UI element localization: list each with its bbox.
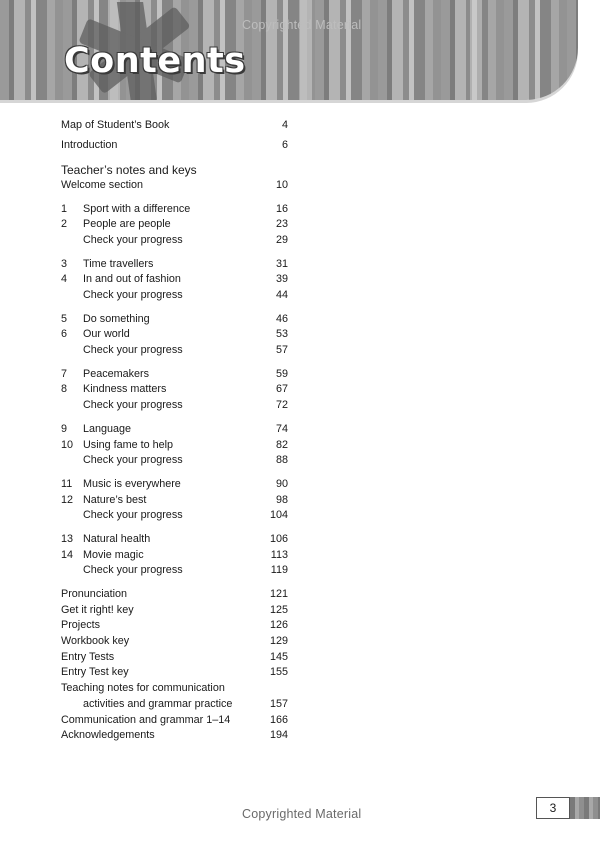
toc-entry-title: Welcome section (61, 178, 144, 191)
toc-entry-title: Check your progress (83, 454, 183, 467)
toc-entry[interactable] (61, 178, 288, 194)
toc-entry[interactable] (61, 618, 288, 634)
toc-entry[interactable] (61, 493, 288, 509)
unit-number: 9 (61, 422, 68, 435)
toc-entry[interactable] (61, 587, 288, 603)
toc-entry-page: 155 (269, 666, 288, 679)
toc-entry[interactable] (61, 532, 288, 548)
toc-entry-title: Music is everywhere (83, 477, 181, 490)
toc-entry[interactable] (61, 343, 288, 359)
toc-entry-page: 53 (275, 328, 288, 341)
toc-entry-title: Sport with a difference (83, 202, 191, 215)
toc-entry[interactable] (61, 438, 288, 454)
toc-entry[interactable] (61, 477, 288, 493)
page-number: 3 (536, 797, 570, 819)
toc-entry-title: Check your progress (83, 564, 183, 577)
toc-entry-page: 113 (270, 548, 288, 561)
toc-entry-title: Do something (83, 312, 150, 325)
toc-entry-page: 29 (275, 233, 288, 246)
toc-entry-page: 31 (275, 257, 288, 270)
toc-entry-page: 72 (275, 399, 288, 412)
toc-entry-title: activities and grammar practice (83, 697, 233, 710)
back-matter-2 (61, 713, 288, 744)
unit-number: 10 (61, 438, 74, 451)
toc-entry-title: Workbook key (61, 635, 130, 648)
toc-entry[interactable] (61, 398, 288, 414)
toc-entry-page: 125 (269, 603, 288, 616)
toc-entry[interactable] (61, 272, 288, 288)
toc-entry-page: 98 (275, 493, 288, 506)
toc-entry-title: Communication and grammar 1–14 (61, 713, 231, 726)
toc-entry-page: 166 (269, 713, 288, 726)
unit-group (61, 202, 288, 249)
toc-entry-title: Kindness matters (83, 383, 167, 396)
watermark-bottom: Copyrighted Material (242, 807, 362, 821)
toc-entry-title: Nature’s best (83, 493, 147, 506)
toc-entry-page: 57 (275, 344, 288, 357)
toc-entry-title: Check your progress (83, 509, 183, 522)
toc-entry-page: 44 (275, 289, 288, 301)
contents-list (61, 118, 288, 744)
unit-number: 3 (61, 257, 68, 270)
toc-entry[interactable] (61, 367, 288, 383)
toc-entry[interactable] (61, 202, 288, 218)
toc-entry-title: Check your progress (83, 289, 183, 301)
unit-number: 12 (61, 493, 74, 506)
toc-entry[interactable] (61, 217, 288, 233)
toc-entry-title: Language (83, 422, 132, 435)
toc-entry[interactable] (61, 312, 288, 328)
toc-entry-page: 157 (269, 697, 288, 710)
toc-entry[interactable] (61, 681, 288, 697)
toc-entry[interactable] (61, 713, 288, 729)
unit-number: 4 (61, 273, 68, 286)
back-matter (61, 587, 288, 681)
toc-entry-title: Time travellers (83, 257, 154, 270)
toc-entry-page: 82 (275, 438, 288, 451)
toc-entry-page: 10 (275, 178, 288, 191)
toc-entry-title: Map of Student’s Book (61, 119, 170, 131)
toc-entry-page: 126 (269, 619, 288, 632)
toc-entry-page: 90 (275, 477, 288, 490)
toc-entry-page: 39 (275, 273, 288, 286)
toc-entry-title: People are people (83, 218, 171, 231)
toc-entry-page: 106 (269, 532, 288, 545)
watermark-top: Copyrighted Material (242, 18, 362, 32)
toc-entry-title: Check your progress (83, 344, 183, 357)
unit-group (61, 422, 288, 469)
toc-entry-title: Get it right! key (61, 603, 134, 616)
unit-number: 5 (61, 312, 68, 325)
toc-entry[interactable] (61, 118, 288, 134)
toc-entry-page: 104 (269, 509, 288, 522)
toc-entry[interactable] (61, 327, 288, 343)
unit-group (61, 532, 288, 579)
unit-number: 2 (61, 218, 68, 231)
toc-entry[interactable] (61, 453, 288, 469)
toc-entry-page: 145 (269, 650, 288, 663)
toc-entry-title: Projects (61, 619, 101, 632)
toc-entry-title: Teaching notes for communication (61, 682, 225, 695)
toc-entry[interactable] (61, 233, 288, 249)
toc-entry-title: Acknowledgements (61, 729, 155, 742)
toc-entry[interactable] (61, 634, 288, 650)
toc-entry-title: Pronunciation (61, 588, 128, 600)
toc-entry-title: Check your progress (83, 233, 183, 246)
toc-entry[interactable] (61, 508, 288, 524)
toc-entry-title: Our world (83, 328, 130, 341)
unit-number: 14 (61, 548, 74, 561)
unit-group (61, 367, 288, 414)
toc-entry[interactable] (61, 422, 288, 438)
toc-entry-continued[interactable] (61, 697, 288, 713)
toc-entry-page: 6 (281, 139, 288, 152)
unit-number: 1 (61, 202, 68, 215)
unit-group (61, 257, 288, 304)
toc-entry-page: 88 (275, 454, 288, 467)
toc-entry[interactable] (61, 603, 288, 619)
toc-entry-page: 59 (275, 367, 288, 380)
banner-stripe (470, 0, 482, 100)
toc-entry[interactable] (61, 548, 288, 564)
toc-entry-title: Check your progress (83, 399, 183, 412)
toc-entry[interactable] (61, 563, 288, 579)
section-heading (61, 162, 288, 178)
unit-groups (61, 202, 288, 587)
toc-entry-title: Entry Test key (61, 666, 129, 679)
unit-number: 13 (61, 532, 74, 545)
toc-entry[interactable] (61, 728, 288, 744)
unit-number: 11 (61, 477, 73, 490)
toc-entry-page: 119 (270, 564, 288, 577)
toc-entry[interactable] (61, 650, 288, 666)
toc-entry-page: 121 (269, 588, 288, 600)
toc-entry-title: Entry Tests (61, 650, 115, 663)
toc-entry[interactable] (61, 138, 288, 154)
toc-entry-page: 74 (275, 422, 288, 435)
page-title: Contents (64, 41, 246, 81)
toc-entry-page: 194 (269, 729, 288, 742)
toc-entry-page: 4 (281, 119, 288, 131)
header-banner (0, 0, 578, 100)
toc-entry-page: 23 (275, 218, 288, 231)
toc-entry-title: In and out of fashion (83, 273, 181, 286)
section-heading-text: Teacher’s notes and keys (61, 162, 197, 177)
toc-entry[interactable] (61, 288, 288, 304)
unit-number: 7 (61, 367, 68, 380)
banner-stripe (300, 0, 312, 100)
unit-number: 8 (61, 383, 68, 396)
toc-entry[interactable] (61, 382, 288, 398)
page-tab-stripes (570, 797, 600, 819)
toc-entry-page: 129 (269, 635, 288, 648)
toc-entry[interactable] (61, 257, 288, 273)
unit-group (61, 312, 288, 359)
toc-entry-title: Movie magic (83, 548, 144, 561)
toc-entry-title: Introduction (61, 139, 118, 152)
toc-entry-title: Using fame to help (83, 438, 174, 451)
unit-group (61, 477, 288, 524)
unit-number: 6 (61, 328, 68, 341)
toc-entry-page: 16 (275, 202, 288, 215)
toc-entry[interactable] (61, 665, 288, 681)
toc-entry-page: 67 (275, 383, 288, 396)
toc-entry-page: 46 (275, 312, 288, 325)
toc-entry-title: Peacemakers (83, 367, 150, 380)
toc-entry-title: Natural health (83, 532, 151, 545)
